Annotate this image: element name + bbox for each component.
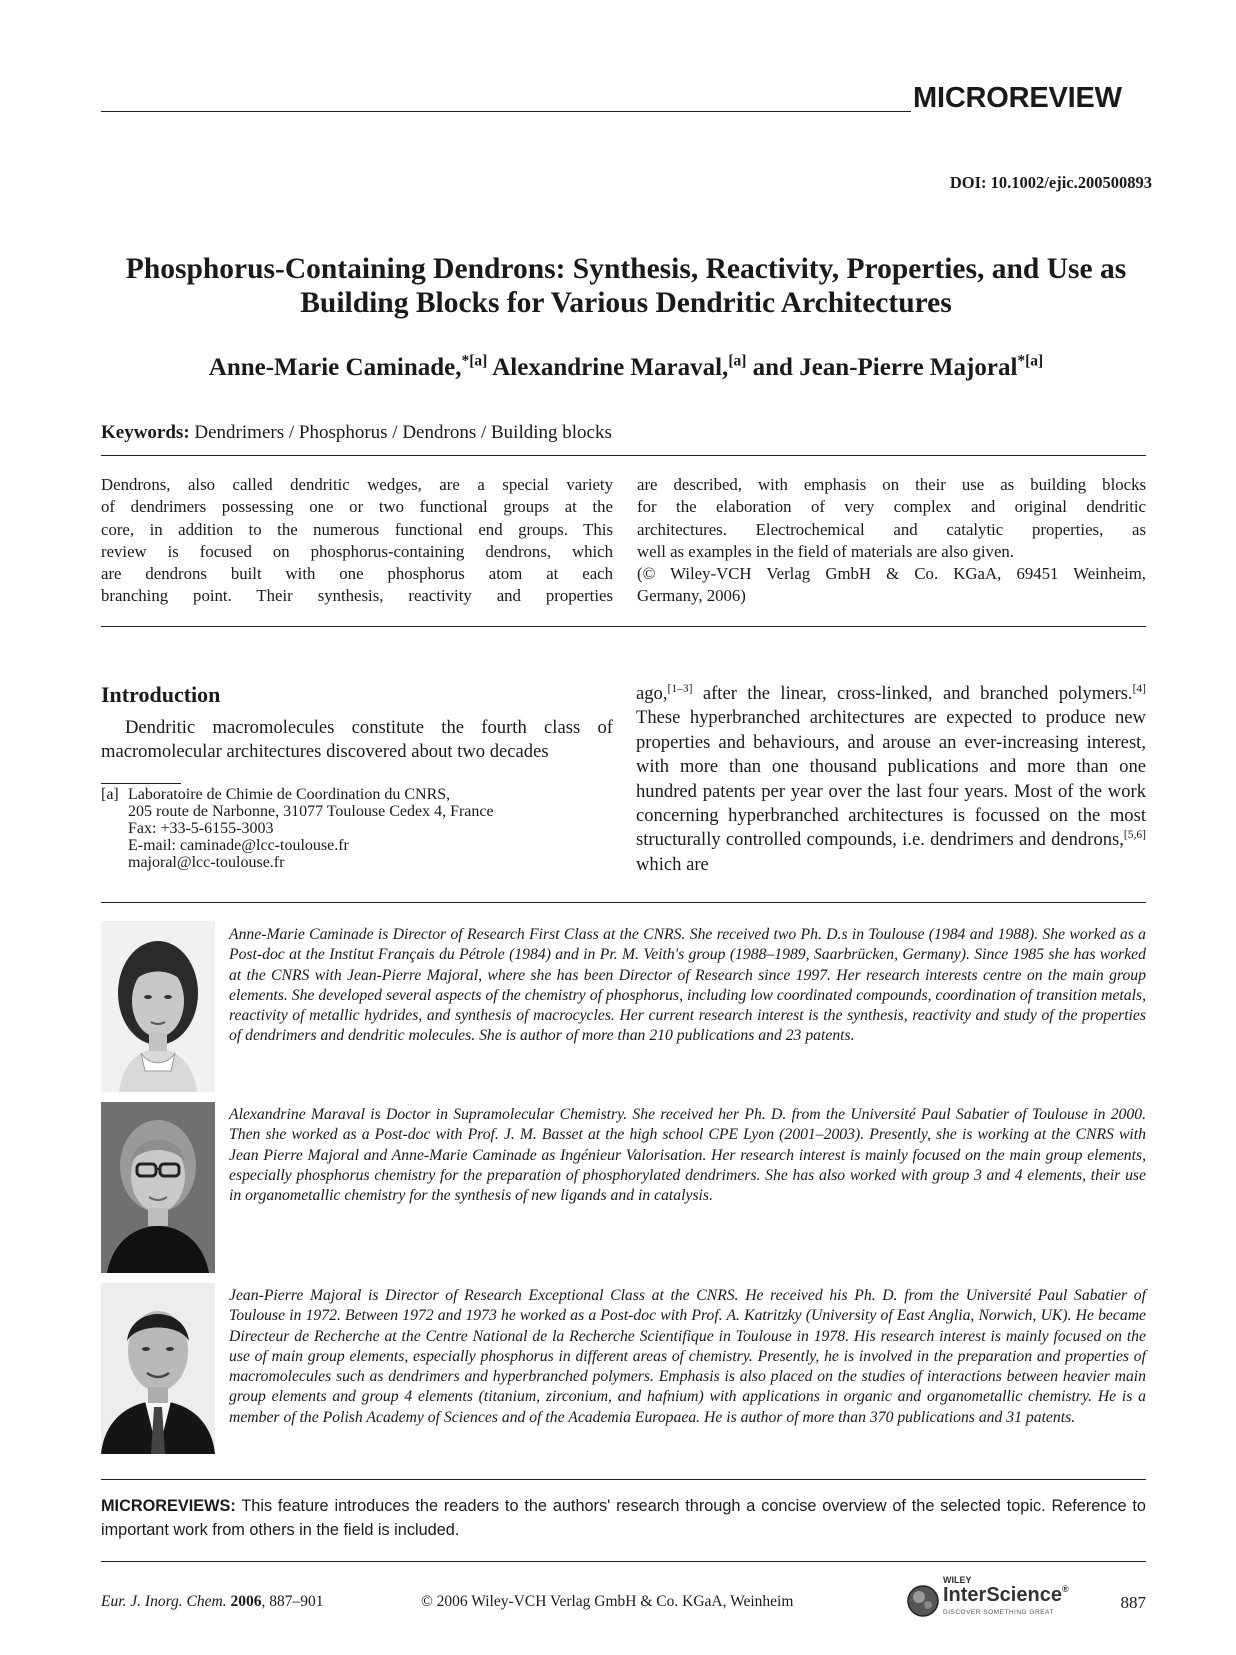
bio-end-rule <box>101 1479 1146 1480</box>
abstract-line: well as examples in the field of materials are also given. <box>637 541 1014 561</box>
author-bio: Jean-Pierre Majoral is Director of Research Exceptional Class at the CNRS. He received his Ph. D. from the Université Paul Sabatier of Toulouse in 1972. Between 1972 and 1973 he worked as a Post-doc with Prof. A. Katritzky (University of East Anglia, Norwich, UK). He became Directeur de Recherche at the Centre National de la Recherche Scientifique in Toulouse in 1978. His research interest is mainly focused on the use of main group elements, especially phosphorus in different areas of chemistry. Presently, he is involved in the preparation and properties of macromolecules such as dendrimers and hyperbranched polymers. Emphasis is also placed on the studies of interactions between heavier main group elements and group 4 elements (titanium, zirconium, and hafnium) with applications in organic and organometallic chemistry. He is a member of the Polish Academy of Sciences and of the Academia Europaea. He is author of more than 370 publications and 31 patents. <box>229 1287 1146 1426</box>
introduction-text-left: Dendritic macromolecules constitute the fourth class of macromolecular architectures discovered about two decades <box>101 717 613 763</box>
affiliation-line: Laboratoire de Chimie de Coordination du CNRS, <box>128 786 451 803</box>
page-number: 887 <box>1120 1593 1146 1612</box>
author-photo <box>101 1102 215 1273</box>
affiliation <box>101 786 494 871</box>
abstract-line: for the elaboration of very complex and original dendritic <box>637 497 1146 517</box>
journal-year: 2006 <box>230 1593 262 1610</box>
journal-name: Eur. J. Inorg. Chem. <box>101 1593 227 1610</box>
keywords-rule <box>101 455 1146 456</box>
abstract-left <box>101 474 613 608</box>
citation-link[interactable]: [1–3] <box>667 682 693 695</box>
abstract-line: of dendrimers possessing one or two functional groups at the <box>101 497 613 517</box>
abstract-line: review is focused on phosphorus-containing dendrons, which <box>101 541 613 561</box>
abstract-line: branching point. Their synthesis, reactivity and properties <box>101 586 613 606</box>
author-photo <box>101 921 215 1092</box>
intro-text: which are <box>636 853 709 875</box>
interscience-logo[interactable] <box>905 1575 1085 1623</box>
affiliation-line[interactable]: E-mail: caminade@lcc-toulouse.fr <box>128 837 349 854</box>
portrait-illustration <box>101 921 215 1092</box>
author-mark: *[a] <box>1017 352 1044 370</box>
affiliation-line: Fax: +33-5-6155-3003 <box>128 820 274 837</box>
abstract-line: architectures. Electrochemical and catalytic properties, as <box>637 519 1146 539</box>
author-bio: Alexandrine Maraval is Doctor in Supramolecular Chemistry. She received her Ph. D. from the Université Paul Sabatier of Toulouse in 2000. Then she worked as a Post-doc with Prof. J. M. Basset at the high school CPE Lyon (2001–2003). Presently, she is working at the CNRS with Jean Pierre Majoral and Anne-Marie Caminade as Ingénieur Valorisation. Her research interest is mainly focused on the main group elements, especially phosphorus chemistry for the preparation of phosphorylated dendrimers. She has also worked with group 3 and 4 elements, their use in organometallic chemistry for the synthesis of new ligands and in catalysis. <box>229 1106 1146 1205</box>
citation-link[interactable]: [4] <box>1132 682 1146 695</box>
abstract-line: core, in addition to the numerous functional end groups. This <box>101 519 613 539</box>
article-title <box>100 252 1152 320</box>
affiliation-label: [a] <box>101 786 119 803</box>
keywords-label: Keywords: <box>101 422 190 443</box>
footer-rule <box>101 1561 1146 1562</box>
author-mark: *[a] <box>461 352 488 370</box>
header-rule <box>101 111 911 112</box>
doi[interactable]: DOI: 10.1002/ejic.200500893 <box>949 173 1152 192</box>
introduction-text-right <box>636 682 1146 877</box>
keywords <box>101 422 612 444</box>
intro-text: These hyperbranched architectures are expected to produce new properties and behaviours, and arouse an ever-increasing interest, with more than one thousand publications and more than one hundred patents per year over the last four years. Most of the work concerning hyperbranched architectures is focussed on the most structurally controlled compounds, i.e. dendrimers and dendrons, <box>636 707 1146 851</box>
author-list <box>100 354 1152 382</box>
affiliation-line: 205 route de Narbonne, 31077 Toulouse Cedex 4, France <box>128 803 494 820</box>
abstract-line: are dendrons built with one phosphorus atom at each <box>101 564 613 584</box>
author-name: and Jean-Pierre Majoral <box>752 354 1018 381</box>
footer-copyright: © 2006 Wiley-VCH Verlag GmbH & Co. KGaA, Weinheim <box>421 1593 794 1610</box>
abstract-line: (© Wiley-VCH Verlag GmbH & Co. KGaA, 69451 Weinheim, <box>637 564 1146 584</box>
author-bio: Anne-Marie Caminade is Director of Research First Class at the CNRS. She received two Ph. D.s in Toulouse (1984 and 1988). She worked as a Post-doc at the Institut Français du Pétrole (1984) and in Pr. M. Veith's group (1988–1989, Saarbrücken, Germany). Since 1985 she has worked at the CNRS with Jean-Pierre Majoral, where she has been Director of Research since 1997. Her research interests centre on the main group elements. She developed several aspects of the chemistry of phosphorus, including low coordinated compounds, coordination of transition metals, reactivity of metallic hydrides, and synthesis of macrocycles. Her current research interest is the synthesis, reactivity and study of the properties of dendrimers and dendritic molecules. She is author of more than 210 publications and 23 patents. <box>229 926 1146 1045</box>
intro-text: ago, <box>636 683 668 704</box>
journal-citation <box>101 1593 323 1611</box>
introduction-heading: Introduction <box>101 682 221 707</box>
keywords-list: Dendrimers / Phosphorus / Dendrons / Building blocks <box>194 422 612 443</box>
microreviews-label: MICROREVIEWS: <box>101 1497 236 1515</box>
microreviews-note <box>101 1494 1146 1542</box>
affiliation-line[interactable]: majoral@lcc-toulouse.fr <box>128 854 285 871</box>
author-name: Alexandrine Maraval, <box>492 354 729 381</box>
author-mark: [a] <box>728 352 747 370</box>
abstract-right <box>637 474 1146 608</box>
journal-pages: , 887–901 <box>261 1593 324 1610</box>
bio-section-rule <box>101 902 1146 903</box>
author-name: Anne-Marie Caminade, <box>208 354 462 381</box>
intro-text: after the linear, cross-linked, and branched polymers. <box>692 683 1133 704</box>
footnote-rule <box>101 783 181 784</box>
portrait-illustration <box>101 1283 215 1454</box>
section-label: MICROREVIEW <box>913 82 1122 114</box>
microreviews-text: This feature introduces the readers to the authors' research through a concise overview of the selected topic. Reference to important work from others in the field is included. <box>101 1497 1146 1539</box>
logo-tagline: DISCOVER SOMETHING GREAT <box>943 1609 1054 1616</box>
abstract-line: are described, with emphasis on their use as building blocks <box>637 475 1146 494</box>
author-photo <box>101 1283 215 1454</box>
globe-icon <box>905 1583 941 1619</box>
logo-reg: ® <box>1061 1584 1069 1594</box>
logo-small-text: WILEY <box>943 1575 972 1585</box>
portrait-illustration <box>101 1102 215 1273</box>
abstract-line: Germany, 2006) <box>637 586 746 606</box>
logo-text: InterScience <box>943 1584 1062 1606</box>
abstract-line: Dendrons, also called dendritic wedges, are a special variety <box>101 475 613 494</box>
title-line-2: Building Blocks for Various Dendritic Architectures <box>300 287 952 319</box>
abstract-rule <box>101 626 1146 627</box>
title-line-1: Phosphorus-Containing Dendrons: Synthesis, Reactivity, Properties, and Use as <box>125 253 1127 285</box>
citation-link[interactable]: [5,6] <box>1123 829 1146 842</box>
